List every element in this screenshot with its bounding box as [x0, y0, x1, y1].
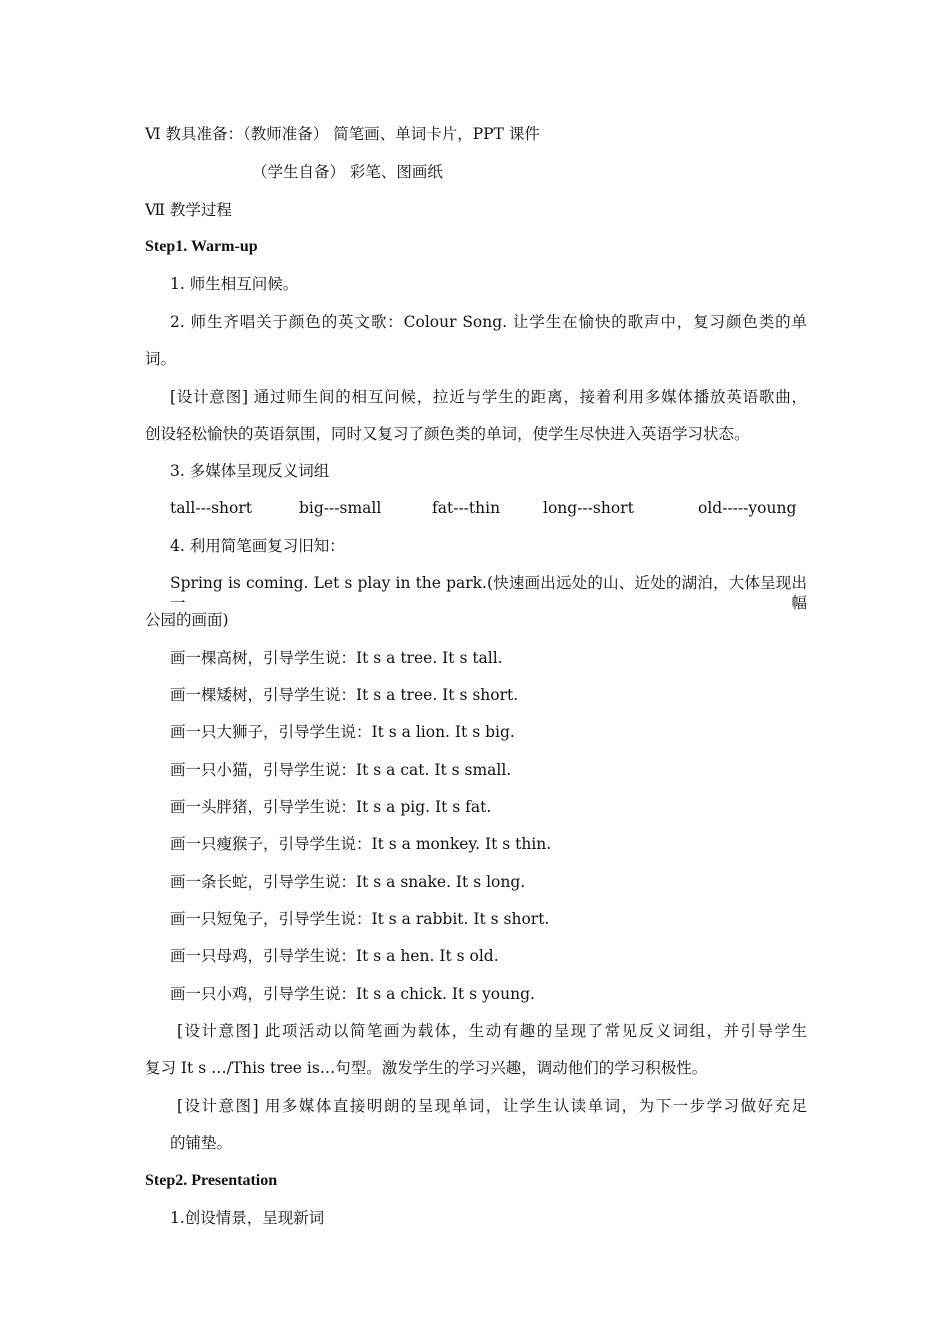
drawing-prompt: 画一只瘦猴子，引导学生说：It s a monkey. It s thin. — [170, 835, 552, 853]
step2-heading: Step2. Presentation — [145, 1172, 278, 1189]
step1-item-2-line2: 词。 — [145, 350, 177, 368]
step1-item-1: 1. 师生相互问候。 — [170, 275, 299, 293]
student-aids-line: （学生自备） 彩笔、图画纸 — [252, 163, 443, 181]
design-intent-3-line1: [设计意图] 用多媒体直接明朗的呈现单词，让学生认读单词，为下一步学习做好充足 — [177, 1097, 807, 1115]
antonym-pair: old-----young — [698, 499, 797, 517]
drawing-prompt: 画一只小鸡，引导学生说：It s a chick. It s young. — [170, 985, 535, 1003]
teaching-aids-line: Ⅵ 教具准备：（教师准备） 简笔画、单词卡片，PPT 课件 — [145, 125, 540, 143]
antonym-pair: big---small — [299, 499, 382, 517]
antonym-pair: long---short — [543, 499, 634, 517]
drawing-prompt: 画一只小猫，引导学生说：It s a cat. It s small. — [170, 761, 512, 779]
design-intent-2-line2: 复习 It s …/This tree is…句型。激发学生的学习兴趣，调动他们的学习积极性。 — [145, 1059, 708, 1077]
design-intent-2-line1: [设计意图] 此项活动以简笔画为载体，生动有趣的呈现了常见反义词组，并引导学生 — [177, 1022, 807, 1040]
step1-item-2-line1: 2. 师生齐唱关于颜色的英文歌：Colour Song. 让学生在愉快的歌声中，复习颜色类的单 — [170, 313, 807, 331]
drawing-prompt: 画一只母鸡，引导学生说：It s a hen. It s old. — [170, 947, 499, 965]
antonym-pair: tall---short — [170, 499, 253, 517]
design-intent-3-line2: 的铺垫。 — [170, 1134, 233, 1152]
drawing-prompt: 画一棵矮树，引导学生说：It s a tree. It s short. — [170, 686, 519, 704]
step1-item-3: 3. 多媒体呈现反义词组 — [170, 462, 330, 480]
step1-item-4: 4. 利用简笔画复习旧知： — [170, 537, 345, 555]
spring-line2: 公园的画面) — [145, 611, 229, 629]
step1-heading: Step1. Warm-up — [145, 238, 258, 255]
drawing-prompt: 画一头胖猪，引导学生说：It s a pig. It s fat. — [170, 798, 492, 816]
drawing-prompt: 画一棵高树，引导学生说：It s a tree. It s tall. — [170, 649, 503, 667]
design-intent-1-line2: 创设轻松愉快的英语氛围，同时又复习了颜色类的单词，使学生尽快进入英语学习状态。 — [145, 425, 750, 443]
spring-line1: Spring is coming. Let s play in the park.(快速画出远处的山、近处的湖泊，大体呈现出一幅 — [170, 574, 807, 612]
drawing-prompt: 画一只短兔子，引导学生说：It s a rabbit. It s short. — [170, 910, 550, 928]
design-intent-1-line1: [设计意图] 通过师生间的相互问候，拉近与学生的距离，接着利用多媒体播放英语歌曲， — [170, 388, 807, 406]
step2-item-1: 1.创设情景，呈现新词 — [170, 1209, 325, 1227]
section-title-process: Ⅶ 教学过程 — [145, 201, 232, 219]
antonym-pair: fat---thin — [432, 499, 501, 517]
drawing-prompt: 画一条长蛇，引导学生说：It s a snake. It s long. — [170, 873, 526, 891]
drawing-prompt: 画一只大狮子，引导学生说：It s a lion. It s big. — [170, 723, 515, 741]
